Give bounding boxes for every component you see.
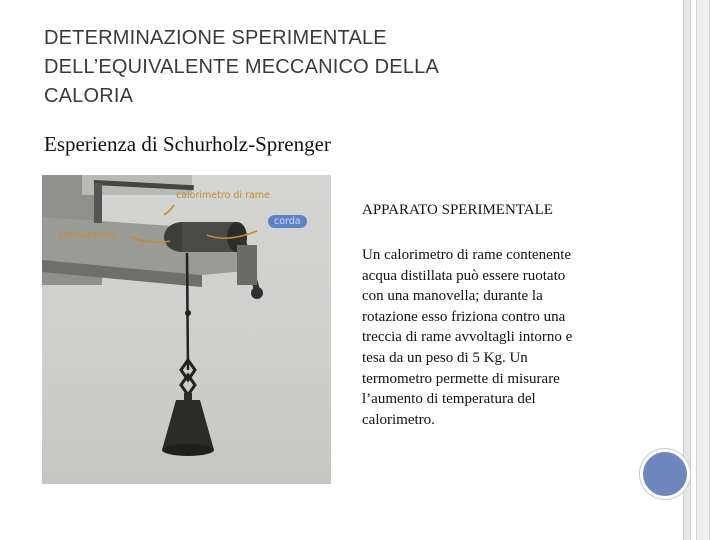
- right-border-rail-outer: [696, 0, 710, 540]
- title-line: DELL’EQUIVALENTE MECCANICO DELLA: [44, 56, 440, 78]
- slide-title: [44, 24, 644, 111]
- calorimeter-label: calorimetro di rame: [176, 190, 270, 201]
- text-line: con una manovella; durante la: [362, 288, 543, 305]
- section-heading: APPARATO SPERIMENTALE: [362, 202, 553, 218]
- slide-subtitle: Esperienza di Schurholz-Sprenger: [44, 132, 331, 156]
- text-line: Un calorimetro di rame contenente: [362, 247, 572, 263]
- thermometer-label: termometro: [59, 230, 116, 241]
- text-line: calorimetro.: [362, 411, 435, 428]
- title-line: DETERMINAZIONE SPERIMENTALE: [44, 27, 387, 49]
- title-line: CALORIA: [44, 85, 134, 107]
- text-line: termometro permette di misurare: [362, 370, 560, 387]
- corner-circle-icon: [640, 449, 690, 499]
- text-line: rotazione esso friziona contro una: [362, 308, 566, 325]
- rope-label: corda: [268, 215, 307, 228]
- text-line: acqua distillata può essere ruotato: [362, 267, 566, 284]
- text-line: tesa da un peso di 5 Kg. Un: [362, 349, 528, 366]
- apparatus-photo: [42, 175, 331, 484]
- text-line: treccia di rame avvoltagli intorno e: [362, 329, 573, 346]
- text-line: l’aumento di temperatura del: [362, 391, 536, 408]
- description-paragraph: [362, 245, 620, 430]
